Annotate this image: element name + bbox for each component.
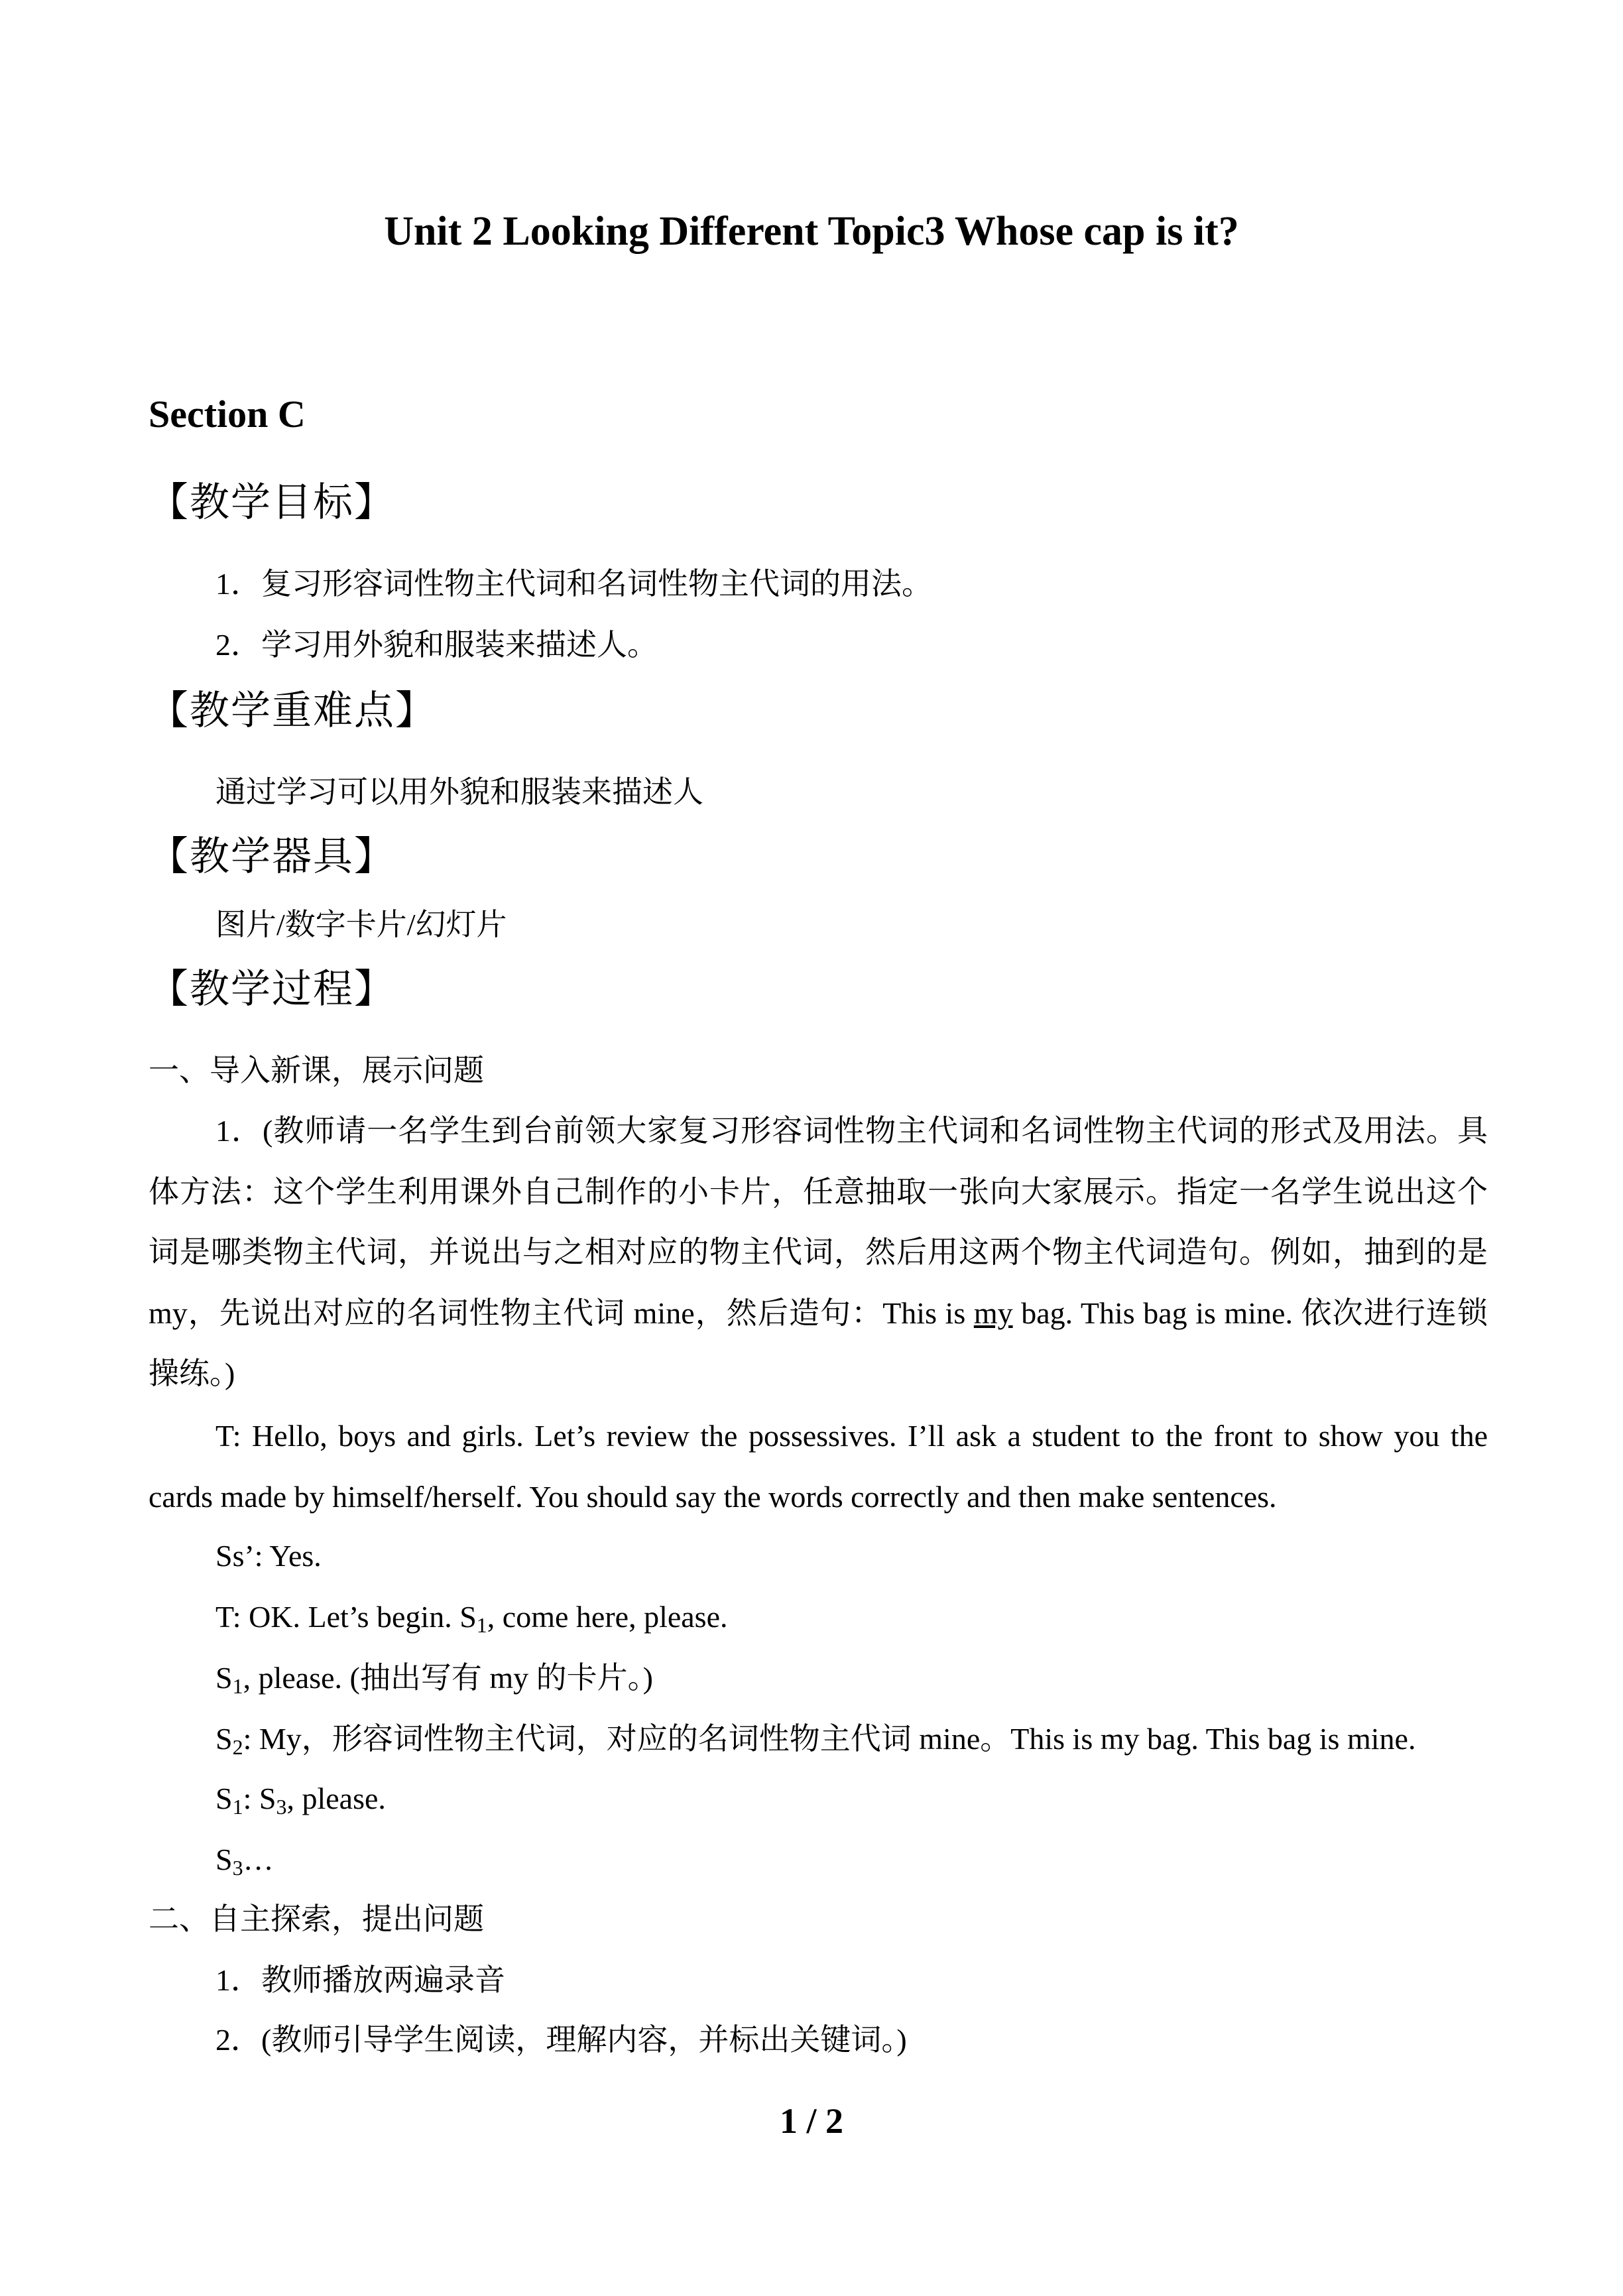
step1-paragraph2: T: Hello, boys and girls. Let’s review the possessives. I’ll ask a student to the front to show you the cards made by himself/herself. You should say the words correctly and then make sentences. xyxy=(149,1419,1488,1514)
dialogue-line: T: OK. Let’s begin. $S_1$, come here, please. xyxy=(215,1600,728,1637)
dialogue-line: $S_1$: $S_3$, please. xyxy=(215,1782,386,1819)
page-number: 1 / 2 xyxy=(779,2101,843,2141)
objectives-heading: 【教学目标】 xyxy=(149,481,395,524)
step2-heading: 二、自主探索，提出问题 xyxy=(149,1902,484,1936)
key-points-text: 通过学习可以用外貌和服装来描述人 xyxy=(215,775,703,809)
step1-paragraph1: 1．(教师请一名学生到台前领大家复习形容词性物主代词和名词性物主代词的形式及用法。具体方法：这个学生利用课外自己制作的小卡片，任意抽取一张向大家展示。指定一名学生说出这个词是哪类物主代词，并说出与之相对应的物主代词，然后用这两个物主代词造句。例如，抽到的是 my，先说出对应的名词性物主代词 mine，然后造句：This is my bag. This bag is mine. 依次进行连锁操练。) xyxy=(149,1114,1488,1390)
section-heading: Section C xyxy=(149,393,306,436)
key-points-heading: 【教学重难点】 xyxy=(149,689,436,733)
step1-heading: 一、导入新课，展示问题 xyxy=(149,1054,484,1087)
dialogue-line: $S_2$: My，形容词性物主代词，对应的名词性物主代词 mine。This is my bag. This bag is mine. xyxy=(215,1722,1416,1759)
dialogue-line: Ss’: Yes. xyxy=(215,1539,322,1573)
dialogue-line: $S_1$, please. (抽出写有 my 的卡片。) xyxy=(215,1661,653,1698)
document-title: Unit 2 Looking Different Topic3 Whose cap is it? xyxy=(384,209,1239,254)
step2-item: 1．教师播放两遍录音 xyxy=(215,1963,505,1997)
tools-heading: 【教学器具】 xyxy=(149,835,395,878)
objective-item: 1．复习形容词性物主代词和名词性物主代词的用法。 xyxy=(215,567,932,601)
dialogue-line: $S_3\dots$ xyxy=(215,1843,274,1880)
process-heading: 【教学过程】 xyxy=(149,967,395,1011)
objective-item: 2．学习用外貌和服装来描述人。 xyxy=(215,628,658,662)
tools-text: 图片/数字卡片/幻灯片 xyxy=(215,908,507,941)
underlined-word: my xyxy=(973,1296,1013,1330)
step2-item: 2．(教师引导学生阅读，理解内容，并标出关键词。) xyxy=(215,2023,907,2057)
